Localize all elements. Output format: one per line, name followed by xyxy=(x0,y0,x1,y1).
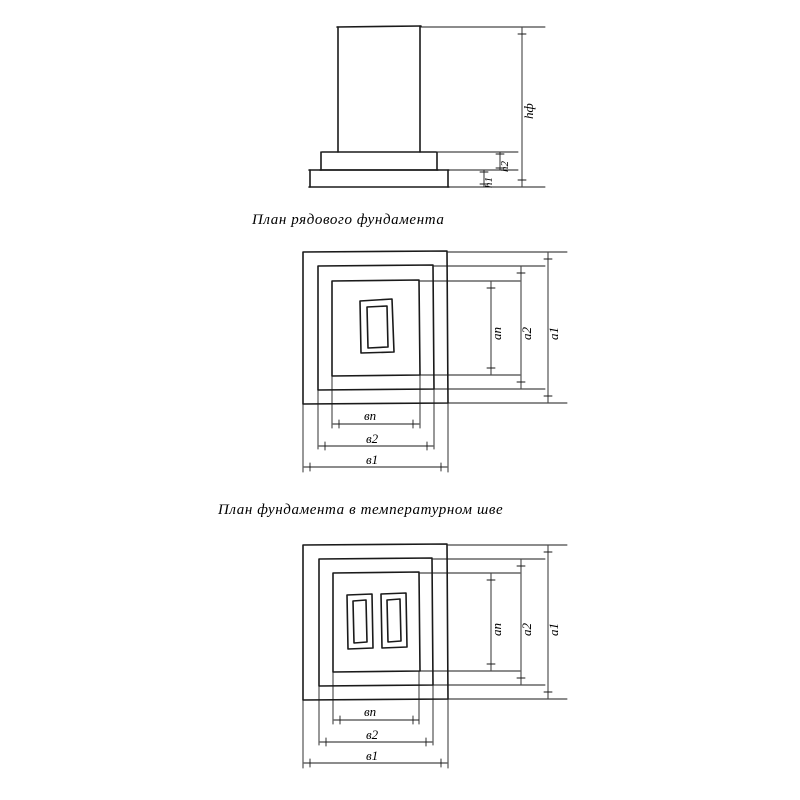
plan-row-label-a-stakan: aп xyxy=(489,327,504,340)
caption-joint-foundation: План фундамента в температурном шве xyxy=(218,502,504,518)
plan-joint-label-a1: a1 xyxy=(546,623,561,636)
plan-joint-label-a2: a2 xyxy=(519,623,534,636)
plan-joint-label-b1: в1 xyxy=(366,748,379,763)
plan-row-label-b2: в2 xyxy=(366,431,379,446)
plan-row-foundation xyxy=(303,251,567,472)
plan-row-label-a1: a1 xyxy=(546,327,561,340)
plan-joint-label-a-stakan: aп xyxy=(489,623,504,636)
dimension-label-h-total: hф xyxy=(521,103,536,119)
plan-joint-label-b2: в2 xyxy=(366,727,379,742)
dimension-label-h2: h2 xyxy=(499,161,511,172)
dimension-label-h1: h1 xyxy=(483,177,495,188)
plan-row-label-a2: a2 xyxy=(519,327,534,340)
plan-joint-label-b-stakan: вп xyxy=(364,704,377,719)
plan-row-label-b-stakan: вп xyxy=(364,408,377,423)
caption-row-foundation: План рядового фундамента xyxy=(252,212,445,228)
plan-joint-foundation xyxy=(303,544,567,768)
plan-row-label-b1: в1 xyxy=(366,452,379,467)
